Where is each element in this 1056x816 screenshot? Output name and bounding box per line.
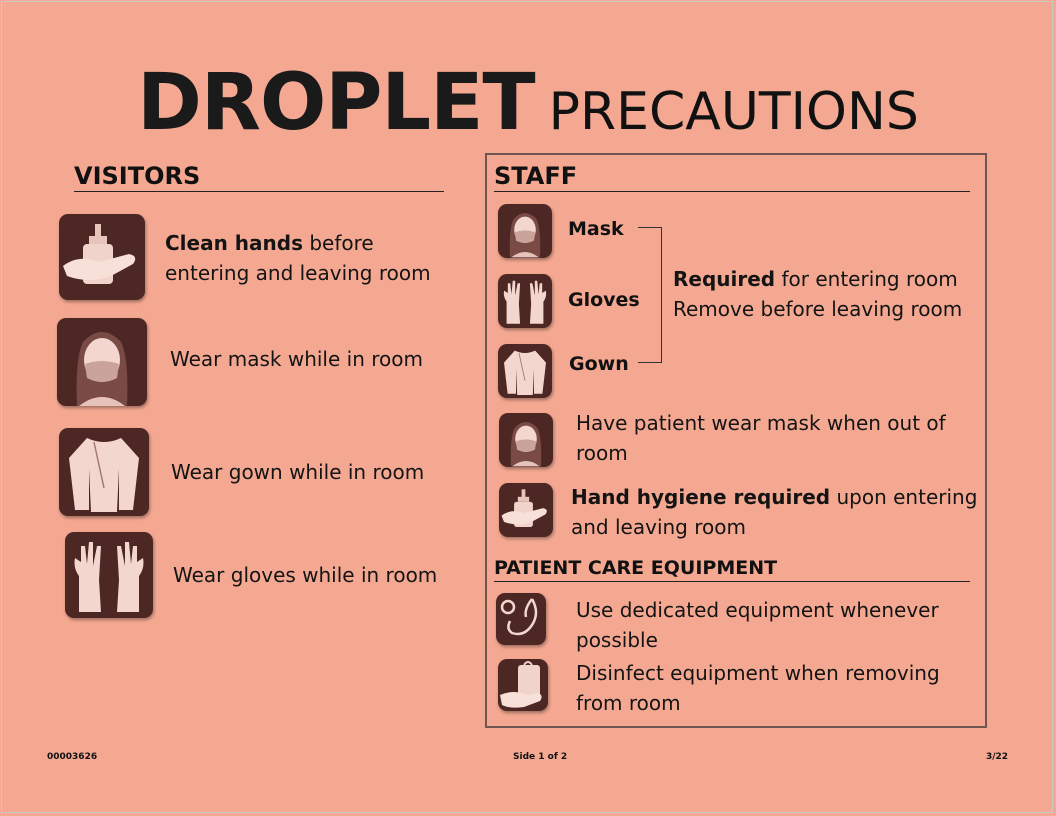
ppe-bracket (638, 227, 662, 363)
staff-required-text: Required for entering room Remove before leaving room (673, 267, 963, 321)
staff-gown-label: Gown (569, 353, 629, 375)
hand-sanitizer-icon (59, 214, 145, 300)
page-title (0, 58, 1056, 148)
visitor-gown-text: Wear gown while in room (171, 460, 425, 484)
gown-icon (59, 428, 149, 516)
equipment-disinfect-text: Disinfect equipment when removing from room (576, 661, 940, 715)
staff-patient-mask-text: Have patient wear mask when out of room (576, 411, 946, 465)
footer-date: 3/22 (986, 752, 1009, 762)
staff-hand-hygiene-text: Hand hygiene required upon entering and leaving room (571, 485, 978, 539)
footer-side: Side 1 of 2 (513, 752, 568, 762)
staff-mask-label: Mask (568, 218, 624, 240)
face-mask-icon (499, 413, 553, 467)
equipment-dedicated-text: Use dedicated equipment whenever possible (576, 598, 939, 652)
visitor-clean-hands-bold: Clean hands (165, 231, 303, 255)
title-precautions: PRECAUTIONS (548, 82, 919, 142)
stethoscope-icon (496, 593, 546, 645)
visitor-clean-hands-text: Clean hands before entering and leaving room (165, 231, 431, 285)
face-mask-icon (498, 204, 552, 258)
visitor-mask-text: Wear mask while in room (170, 347, 423, 371)
gloves-icon (65, 532, 153, 618)
visitor-gloves-text: Wear gloves while in room (173, 563, 438, 587)
gloves-icon (498, 274, 552, 328)
title-droplet: DROPLET (137, 58, 535, 148)
equipment-heading: PATIENT CARE EQUIPMENT (494, 556, 970, 582)
staff-heading: STAFF (494, 161, 970, 192)
gown-icon (498, 344, 552, 398)
disinfectant-wipe-icon (498, 659, 548, 711)
footer-code: 00003626 (47, 752, 98, 762)
staff-required-bold: Required (673, 267, 776, 291)
face-mask-icon (57, 318, 147, 406)
staff-gloves-label: Gloves (568, 289, 640, 311)
staff-hand-hygiene-bold: Hand hygiene required (571, 485, 831, 509)
visitors-heading: VISITORS (74, 161, 444, 192)
staff-remove-text: Remove before leaving room (673, 297, 963, 321)
hand-sanitizer-icon (499, 483, 553, 537)
